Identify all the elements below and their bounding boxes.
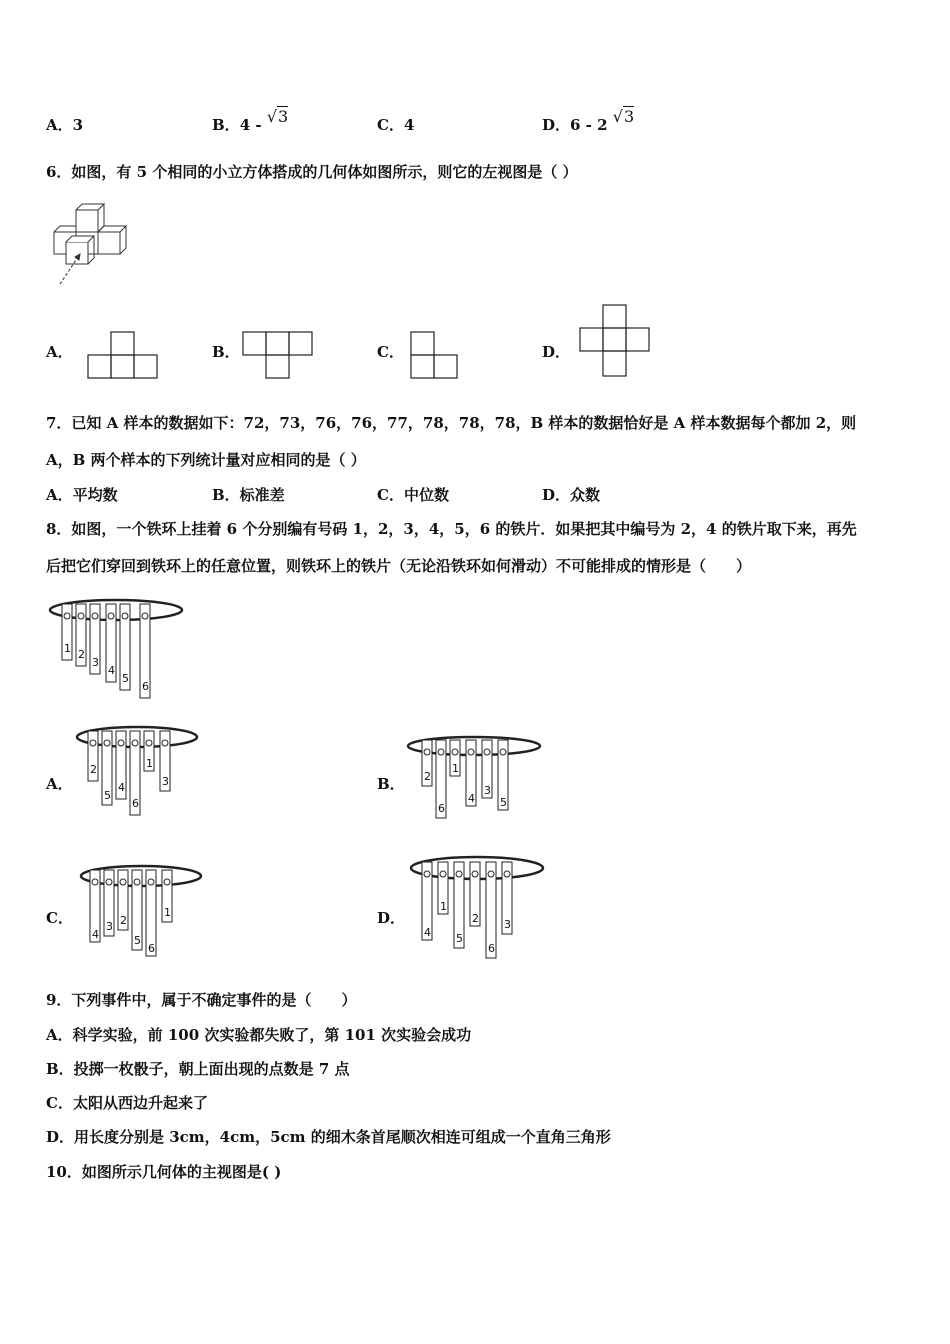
tag-number: 5 bbox=[456, 932, 463, 945]
q8-ring-a bbox=[74, 723, 200, 819]
tag-number: 4 bbox=[108, 664, 115, 677]
q8-option-d: D． bbox=[377, 909, 406, 927]
tag-number: 1 bbox=[452, 762, 459, 775]
sqrt-symbol: √3 bbox=[266, 107, 289, 126]
tag-number: 5 bbox=[500, 796, 507, 809]
tag-number: 5 bbox=[104, 789, 111, 802]
tag-number: 2 bbox=[424, 770, 431, 783]
q7-stem-line2: A，B 两个样本的下列统计量对应相同的是（ ） bbox=[46, 451, 366, 469]
tag-number: 3 bbox=[504, 918, 511, 931]
tag-number: 2 bbox=[472, 912, 479, 925]
tag-number: 4 bbox=[92, 928, 99, 941]
tag-number: 6 bbox=[488, 942, 495, 955]
q6-option-d: D． bbox=[542, 343, 571, 361]
tag-number: 5 bbox=[134, 934, 141, 947]
tag-number: 6 bbox=[142, 680, 149, 693]
q8-ring-c bbox=[78, 862, 204, 960]
tag-number: 2 bbox=[90, 763, 97, 776]
q6-cube-figure bbox=[46, 198, 136, 288]
tag-number: 2 bbox=[120, 914, 127, 927]
q8-option-c: C． bbox=[46, 909, 73, 927]
tag-number: 1 bbox=[64, 642, 71, 655]
q7-option-a: A．平均数 bbox=[46, 486, 118, 504]
tag-number: 4 bbox=[468, 792, 475, 805]
tag-number: 5 bbox=[122, 672, 129, 685]
q6-option-a-figure bbox=[86, 330, 160, 380]
tag-number: 4 bbox=[118, 781, 125, 794]
tag-number: 1 bbox=[440, 900, 447, 913]
q8-stem-line2: 后把它们穿回到铁环上的任意位置，则铁环上的铁片（无论沿铁环如何滑动）不可能排成的情形是（ ） bbox=[46, 557, 752, 575]
tag-number: 1 bbox=[146, 757, 153, 770]
tag-number: 3 bbox=[484, 784, 491, 797]
q9-option-d: D．用长度分别是 3cm，4cm，5cm 的细木条首尾顺次相连可组成一个直角三角形 bbox=[46, 1128, 611, 1146]
tag-number: 1 bbox=[164, 906, 171, 919]
q6-option-a: A． bbox=[46, 343, 73, 361]
tag-number: 3 bbox=[92, 656, 99, 669]
q6-option-d-figure bbox=[578, 303, 652, 379]
q10-stem: 10．如图所示几何体的主视图是( ) bbox=[46, 1163, 282, 1181]
q7-option-b: B．标准差 bbox=[212, 486, 285, 504]
q7-option-d: D．众数 bbox=[542, 486, 601, 504]
q9-stem: 9．下列事件中，属于不确定事件的是（ ） bbox=[46, 991, 357, 1009]
tag-number: 3 bbox=[106, 920, 113, 933]
q6-option-c: C． bbox=[377, 343, 404, 361]
q6-option-b: B． bbox=[212, 343, 240, 361]
q6-option-c-figure bbox=[409, 330, 461, 380]
q8-option-a: A． bbox=[46, 775, 73, 793]
tag-number: 6 bbox=[438, 802, 445, 815]
q7-option-c: C．中位数 bbox=[377, 486, 449, 504]
q8-stem-line1: 8．如图，一个铁环上挂着 6 个分别编有号码 1，2，3，4，5，6 的铁片．如果把其中编号为 2，4 的铁片取下来，再先 bbox=[46, 520, 857, 538]
q8-option-b: B． bbox=[377, 775, 405, 793]
q9-option-b: B．投掷一枚骰子，朝上面出现的点数是 7 点 bbox=[46, 1060, 350, 1078]
q9-option-a: A．科学实验，前 100 次实验都失败了，第 101 次实验会成功 bbox=[46, 1026, 472, 1044]
q8-ring-d bbox=[408, 852, 546, 962]
tag-number: 6 bbox=[132, 797, 139, 810]
q8-ring-original bbox=[48, 596, 184, 700]
tag-number: 4 bbox=[424, 926, 431, 939]
q5-option-a: A．3 bbox=[46, 116, 84, 134]
tag-number: 2 bbox=[78, 648, 85, 661]
q9-option-c: C．太阳从西边升起来了 bbox=[46, 1094, 208, 1112]
q5-option-c: C．4 bbox=[377, 116, 415, 134]
tag-number: 6 bbox=[148, 942, 155, 955]
tag-number: 3 bbox=[162, 775, 169, 788]
q6-option-b-figure bbox=[241, 330, 315, 380]
sqrt-symbol: √3 bbox=[612, 107, 635, 126]
q7-stem-line1: 7．已知 A 样本的数据如下：72，73，76，76，77，78，78，78，B 样本的数据恰好是 A 样本数据每个都加 2，则 bbox=[46, 414, 857, 432]
q8-ring-b bbox=[406, 734, 542, 820]
q5-option-d: D．6 - 2 √3 bbox=[542, 107, 635, 134]
q5-option-b: B．4 - √3 bbox=[212, 107, 289, 134]
q6-stem: 6．如图，有 5 个相同的小立方体搭成的几何体如图所示，则它的左视图是（ ） bbox=[46, 163, 578, 181]
